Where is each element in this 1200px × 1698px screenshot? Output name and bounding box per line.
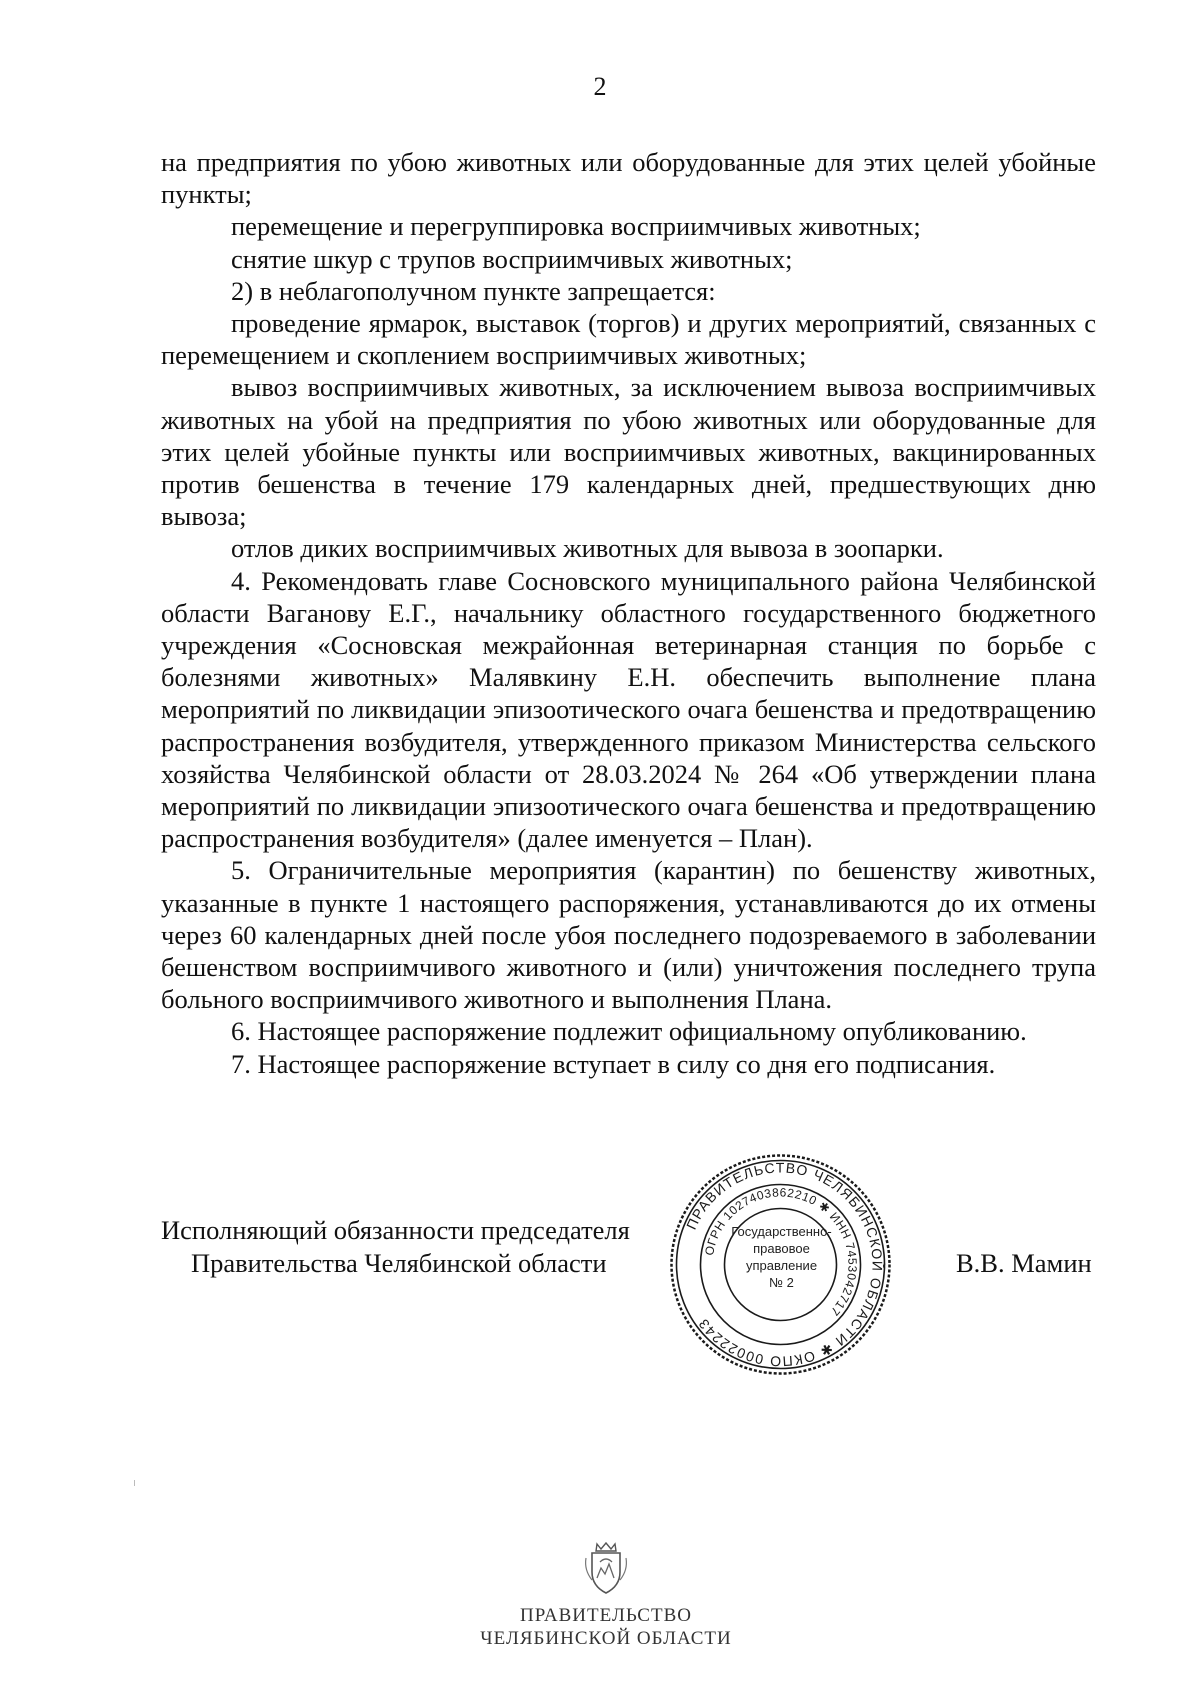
paragraph: снятие шкур с трупов восприимчивых животных;	[231, 243, 793, 274]
stamp-center-text	[720, 1223, 843, 1291]
footer-line-1: ПРАВИТЕЛЬСТВО	[520, 1605, 692, 1626]
paragraph-item-5: 5. Ограничительные мероприятия (карантин) по бешенству животных, указанные в пункте 1 настоящего распоряжения, устанавливаются до их отмены через 60 календарных дней после убоя последнего подозреваемого в заболевании бешенством восприимчивого животного и (или) уничтожения последнего трупа больного восприимчивого животного и выполнения Плана.	[161, 855, 1096, 1015]
stamp-center-line: Государственно-	[731, 1224, 832, 1239]
position-line-2: Правительства Челябинской области	[191, 1248, 607, 1278]
paragraph: проведение ярмарок, выставок (торгов) и других мероприятий, связанных с перемещением и скоплением восприимчивых животных;	[161, 308, 1096, 371]
paragraph-item-6: 6. Настоящее распоряжение подлежит официальному опубликованию.	[231, 1016, 1027, 1047]
paragraph: на предприятия по убою животных или оборудованные для этих целей убойные пункты;	[161, 147, 1096, 210]
stamp-center-line: управление	[745, 1258, 818, 1273]
document-body	[161, 146, 1096, 1080]
paragraph: отлов диких восприимчивых животных для вывоза в зоопарки.	[231, 533, 944, 564]
scan-artifact	[134, 1480, 135, 1486]
paragraph-item-4: 4. Рекомендовать главе Сосновского муниципального района Челябинской области Ваганову Е.Г., начальнику областного государственного бюджетного учреждения «Сосновская межрайонная ветеринарная станция по борьбе с болезнями животных» Малявкину Е.Н. обеспечить выполнение плана мероприятий по ликвидации эпизоотического очага бешенства и предотвращению распространения возбудителя, утвержденного приказом Министерства сельского хозяйства Челябинской области от 28.03.2024 № 264 «Об утверждении плана мероприятий по ликвидации эпизоотического очага бешенства и предотвращению распространения возбудителя» (далее именуется – План).	[161, 565, 1096, 854]
paragraph: перемещение и перегруппировка восприимчивых животных;	[231, 211, 921, 242]
footer-line-2: ЧЕЛЯБИНСКОЙ ОБЛАСТИ	[480, 1628, 732, 1649]
signatory-name: В.В. Мамин	[956, 1248, 1092, 1278]
position-line-1: Исполняющий обязанности председателя	[161, 1215, 630, 1245]
coat-of-arms-icon	[583, 1540, 629, 1596]
paragraph-item-7: 7. Настоящее распоряжение вступает в силу со дня его подписания.	[231, 1048, 996, 1079]
page-number: 2	[593, 72, 607, 101]
stamp-registration-text: ОГРН 1027403862210 ✱ ИНН 7453042717	[702, 1185, 860, 1319]
stamp-center-line: № 2	[769, 1275, 794, 1290]
paragraph: 2) в неблагополучном пункте запрещается:	[231, 275, 716, 306]
signatory-position	[161, 1214, 661, 1280]
stamp-outer-text: ПРАВИТЕЛЬСТВО ЧЕЛЯБИНСКОЙ ОБЛАСТИ ✱ ОКПО 00022243	[683, 1159, 886, 1370]
paragraph: вывоз восприимчивых животных, за исключением вывоза восприимчивых животных на убой на предприятия по убою животных или оборудованные для этих целей убойные пункты или восприимчивых животных, вакцинированных против бешенства в течение 179 календарных дней, предшествующих дню вывоза;	[161, 372, 1096, 532]
stamp-center-line: правовое	[753, 1241, 810, 1256]
footer-organization	[0, 1604, 1200, 1650]
